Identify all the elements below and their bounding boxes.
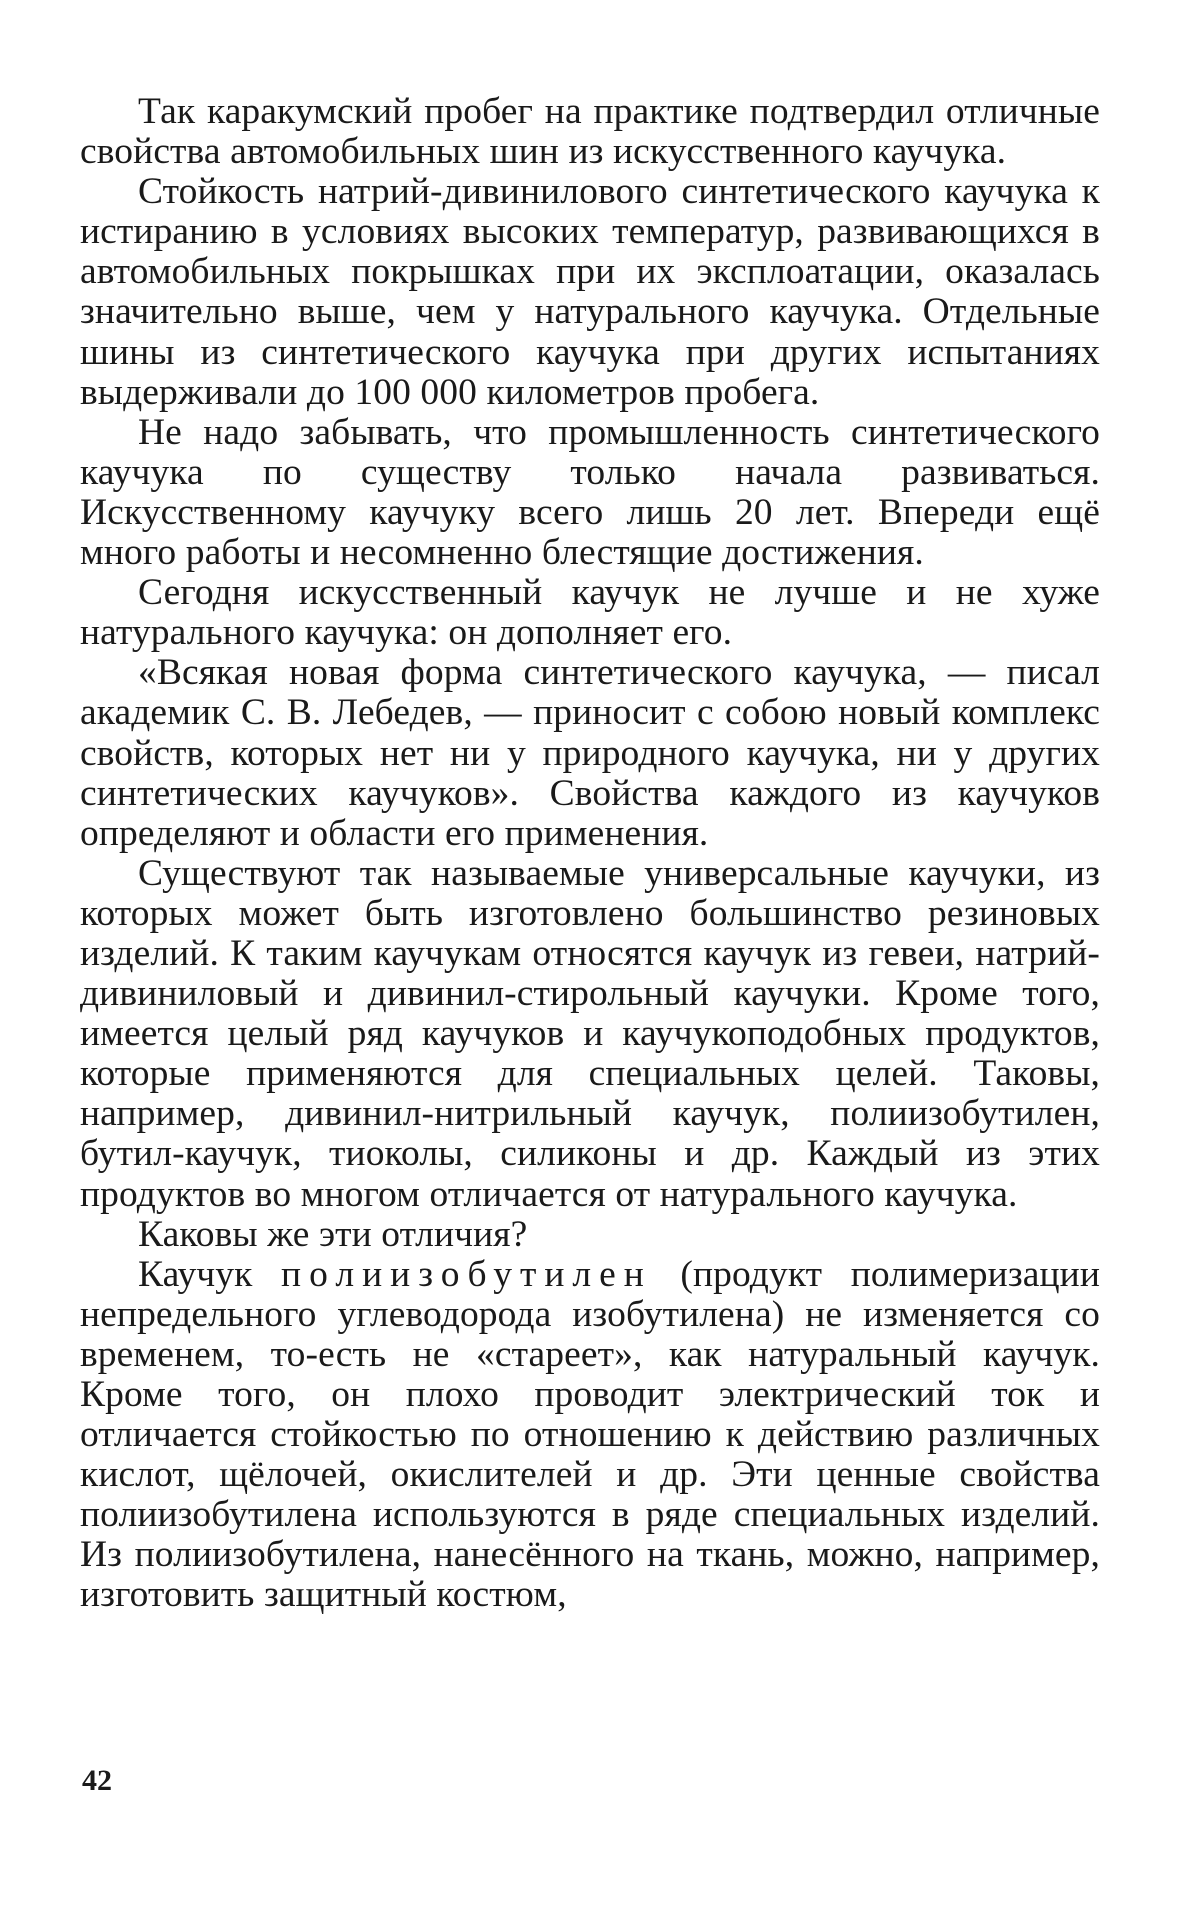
paragraph-lead: Каучук: [138, 1253, 282, 1295]
page-body: [80, 92, 1100, 1616]
page-number: 42: [82, 1764, 112, 1797]
spaced-term: полиизобутилен: [281, 1253, 652, 1295]
paragraph-industry-young: Не надо забывать, что промышленность синтетического каучука по существу только начала развиваться. Искусственному каучуку всего лишь 20 лет. Впереди ещё много работы и несомненно блестящие достижения.: [80, 411, 1100, 574]
paragraph-polyisobutylene: [80, 1255, 1100, 1616]
paragraph-complements-natural: Сегодня искусственный каучук не лучше и не хуже натурального каучука: он дополняет его.: [80, 572, 1100, 654]
paragraph-karakum-run: Так каракумский пробег на практике подтвердил отличные свойства автомобильных шин из искусственного каучука.: [80, 91, 1100, 173]
paragraph-question: Каковы же эти отличия?: [138, 1213, 528, 1255]
paragraph-universal-rubbers: Существуют так называемые универсальные каучуки, из которых может быть изготовлено большинство резиновых изделий. К таким каучукам относятся каучук из гевеи, натрий-дивиниловый и дивинил-стирольный каучуки. Кроме того, имеется целый ряд каучуков и каучукоподобных продуктов, которые применяются для специальных целей. Таковы, например, дивинил-нитрильный каучук, полиизобутилен, бутил-каучук, тиоколы, силиконы и др. Каждый из этих продуктов во многом отличается от натурального каучука.: [80, 852, 1100, 1215]
paragraph-lebedev-quote: «Всякая новая форма синтетического каучука, — писал академик С. В. Лебедев, — приносит с собою новый комплекс свойств, которых нет ни у природного каучука, ни у других синтетических каучуков». Свойства каждого из каучуков определяют и области его применения.: [80, 652, 1100, 854]
paragraph-abrasion-resistance: Стойкость натрий-дивинилового синтетического каучука к истиранию в условиях высоких температур, развивающихся в автомобильных покрышках при их эксплоатации, оказалась значительно выше, чем у натурального каучука. Отдельные шины из синтетического каучука при других испытаниях выдерживали до 100 000 километров пробега.: [80, 171, 1100, 413]
paragraph-rest: (продукт полимеризации непредельного углеводорода изобутилена) не изменяется со временем, то-есть не «стареет», как натуральный каучук. Кроме того, он плохо проводит электрический ток и отличается стойкостью по отношению к действию различных кислот, щёлочей, окислителей и др. Эти ценные свойства полиизобутилена используются в ряде специальных изделий. Из полиизобутилена, нанесённого на ткань, можно, например, изготовить защитный костюм,: [80, 1253, 1100, 1616]
